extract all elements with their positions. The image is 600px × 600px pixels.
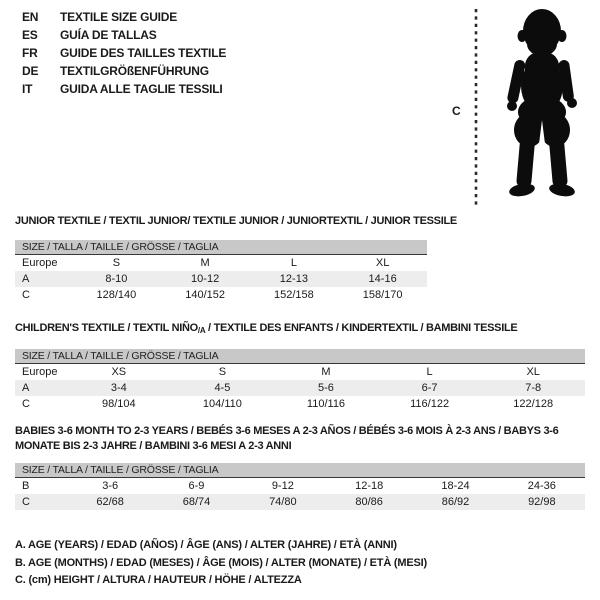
table-cell: 128/140 [96,289,137,301]
column-header: L [426,366,433,378]
language-title: TEXTILGRÖßENFÜHRUNG [60,64,209,78]
column-header: M [321,366,331,378]
column-header: XL [526,366,540,378]
table-cell: 6-9 [188,480,205,492]
row-label: C [22,398,30,410]
babies-section-heading: BABIES 3-6 MONTH TO 2-3 YEARS / BEBÉS 3-6 MESES A 2-3 AÑOS / BÉBÉS 3-6 MOIS À 2-3 ANS / BABYS 3-6 MONATE BIS 2-3 JAHRE / BAMBINI 3-6 MESI A 2-3 ANNI [15,425,559,452]
column-header: Europe [22,257,58,269]
table-cell: 10-12 [191,273,220,285]
heading-subscript: /A [197,326,206,335]
language-code: EN [22,10,39,24]
children-section-heading [15,321,590,338]
row-label: A [22,382,30,394]
heading-text: CHILDREN'S TEXTILE / TEXTIL NIÑO [15,322,198,334]
table-cell: 158/170 [362,289,403,301]
table-header-bar: SIZE / TALLA / TAILLE / GRÖSSE / TAGLIA [15,240,427,255]
column-header-row [15,255,427,271]
column-header: XL [375,257,390,269]
table-cell: 6-7 [421,382,438,394]
table-header-bar: SIZE / TALLA / TAILLE / GRÖSSE / TAGLIA [15,349,585,364]
table-cell: 3-4 [110,382,127,394]
table-cell: 12-13 [279,273,308,285]
language-title: GUÍA DE TALLAS [60,28,157,42]
language-title: TEXTILE SIZE GUIDE [60,10,178,24]
table-cell: 18-24 [441,480,470,492]
table-cell: 116/122 [410,398,450,410]
language-row [22,8,226,26]
table-cell: 122/128 [513,398,554,410]
table-cell: 86/92 [441,496,470,508]
row-label: B [22,480,30,492]
footnote-legend [15,537,427,590]
table-cell: 8-10 [105,273,128,285]
table-cell: 152/158 [273,289,314,301]
footnote-height-cm: C. (cm) HEIGHT / ALTURA / HAUTEUR / HÖHE / ALTEZZA [15,574,302,586]
language-title: GUIDE DES TAILLES TEXTILE [60,46,227,60]
table-cell: 140/152 [185,289,225,301]
language-code: FR [22,46,38,60]
row-label: A [22,273,30,285]
language-code: ES [22,28,38,42]
column-header: M [200,257,210,269]
row-label: C [22,496,30,508]
language-title: GUIDA ALLE TAGLIE TESSILI [60,82,223,96]
table-row-age-months [15,478,585,494]
table-row-age [15,271,427,287]
row-label: C [22,289,30,301]
language-row [22,62,226,80]
table-cell: 3-6 [102,480,119,492]
column-header: S [112,257,121,269]
table-cell: 74/80 [269,496,297,508]
column-header: S [218,366,227,378]
table-header-bar: SIZE / TALLA / TAILLE / GRÖSSE / TAGLIA [15,463,585,478]
junior-size-table [15,240,427,303]
babies-size-table [15,463,585,510]
table-row-age [15,380,585,396]
language-code: IT [22,82,33,96]
language-row [22,80,226,98]
table-cell: 14-16 [368,273,397,285]
language-row [22,26,226,44]
table-cell: 98/104 [101,398,136,410]
table-cell: 5-6 [318,382,334,394]
language-code: DE [22,64,39,78]
column-header-row [15,364,585,380]
table-cell: 110/116 [306,398,346,410]
height-label-c: C [452,104,461,118]
column-header: XS [111,366,127,378]
column-header: Europe [22,366,58,378]
table-cell: 92/98 [528,496,556,508]
table-cell: 12-18 [355,480,384,492]
toddler-silhouette [468,6,596,208]
table-cell: 7-8 [525,382,542,394]
children-size-table [15,349,585,412]
table-cell: 4-5 [214,382,231,394]
toddler-body-shape [506,9,577,198]
table-cell: 104/110 [202,398,242,410]
heading-text: / TEXTILE DES ENFANTS / KINDERTEXTIL / BAMBINI TESSILE [205,322,518,334]
column-header: L [290,257,297,269]
table-cell: 9-12 [271,480,294,492]
table-cell: 62/68 [96,496,124,508]
table-row-height [15,494,585,510]
table-cell: 68/74 [182,496,211,508]
language-row [22,44,226,62]
junior-section-heading: JUNIOR TEXTILE / TEXTIL JUNIOR/ TEXTILE JUNIOR / JUNIORTEXTIL / JUNIOR TESSILE [15,215,457,227]
table-row-height [15,396,585,412]
language-title-block [22,8,226,98]
table-cell: 80/86 [355,496,383,508]
footnote-age-years: A. AGE (YEARS) / EDAD (AÑOS) / ÂGE (ANS) / ALTER (JAHRE) / ETÀ (ANNI) [15,539,397,551]
table-cell: 24-36 [527,480,556,492]
footnote-age-months: B. AGE (MONTHS) / EDAD (MESES) / ÂGE (MOIS) / ALTER (MONATE) / ETÀ (MESI) [15,556,427,569]
table-row-height [15,287,427,303]
